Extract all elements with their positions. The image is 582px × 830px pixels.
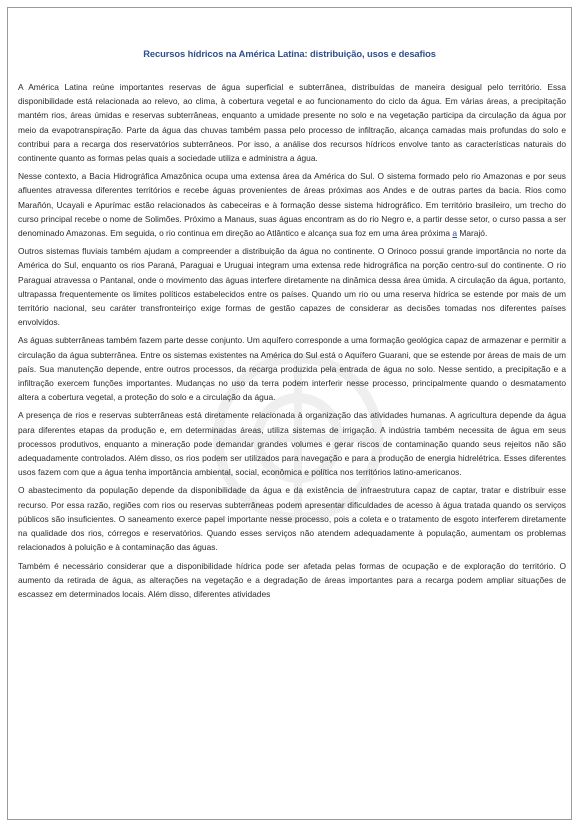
paragraph-amazon-text: Nesse contexto, a Bacia Hidrográfica Amazônica ocupa uma extensa área da América do Sul. O sistema formado pelo rio Amazonas e por seus afluentes atravessa diferentes territórios e recebe águas provenientes de áreas próximas aos Andes e de outras partes da bacia. Rios como Marañón, Ucayali e Apurímac estão relacionados às cabeceiras e à formação desse sistema hidrográfico. Em território brasileiro, um trecho do curso principal recebe o nome de Solimões. Próximo a Manaus, suas águas encontram as do rio Negro e, a partir desse setor, o curso passa a ser denominado Amazonas. Em seguida, o rio continua em direção ao Atlântico e alcança sua foz em uma área próxima <box>18 171 566 239</box>
paragraph-intro: A América Latina reúne importantes reservas de água superficial e subterrânea, distribuídas de maneira desigual pelo território. Essa disponibilidade está relacionada ao relevo, ao clima, à cobertura vegetal e ao funcionamento do ciclo da água. Em várias áreas, a precipitação mantém rios, áreas úmidas e reservas subterrâneas, enquanto a umidade presente no solo e na vegetação participa da circulação da água por meio da evapotranspiração. Parte da água das chuvas também passa pelo processo de infiltração, alcança camadas mais profundas do solo e contribui para a recarga dos reservatórios subterrâneos. Por isso, a análise dos recursos hídricos envolve tanto as características naturais do continente quanto as formas pelas quais a sociedade utiliza e administra a água. <box>18 82 566 164</box>
document-title: Recursos hídricos na América Latina: distribuição, usos e desafios <box>143 48 436 59</box>
paragraph-human-uses: A presença de rios e reservas subterrâneas está diretamente relacionada à organização das atividades humanas. A agricultura depende da água para diferentes etapas da produção e, em determinadas áreas, utiliza sistemas de irrigação. A indústria também necessita de água em seus processos produtivos, enquanto a mineração pode demandar grandes volumes e gerar riscos de contaminação quando seus rejeitos não são adequadamente controlados. Além disso, os rios podem ser utilizados para navegação e para a produção de energia hidrelétrica. Esses diferentes usos fazem com que a água tenha importância ambiental, social, econômica e política nos territórios latino-americanos. <box>18 410 566 478</box>
paragraph-rivers: Outros sistemas fluviais também ajudam a compreender a distribuição da água no continente. O Orinoco possui grande importância no norte da América do Sul, enquanto os rios Paraná, Paraguai e Uruguai integram uma extensa rede hidrográfica na porção centro-sul do continente. O rio Paraguai atravessa o Pantanal, onde o movimento das águas interfere diretamente na dinâmica dessa área úmida. A circulação da água, portanto, ultrapassa frequentemente os limites políticos estabelecidos entre os países. Quando um rio ou uma reserva hídrica se estende por mais de um território nacional, seu caráter transfronteiriço exige formas de gestão capazes de considerar as decisões tomadas nos diferentes países envolvidos. <box>18 246 566 328</box>
document-page <box>7 7 572 820</box>
document-body <box>18 80 566 601</box>
paragraph-amazon-end: Marajó. <box>457 228 488 239</box>
paragraph-amazon <box>18 169 566 240</box>
paragraph-supply: O abastecimento da população depende da disponibilidade da água e da existência de infraestrutura capaz de captar, tratar e distribuir esse recurso. Por essa razão, regiões com rios ou reservas subterrâneas podem apresentar dificuldades de acesso à água tratada quando os serviços públicos são insuficientes. O saneamento exerce papel importante nesse processo, pois a coleta e o tratamento de esgoto interferem diretamente na qualidade dos rios, córregos e reservatórios. Quando esses serviços não atendem adequadamente à população, aumentam os problemas relacionados à poluição e à contaminação das águas. <box>18 485 566 553</box>
paragraph-availability: Também é necessário considerar que a disponibilidade hídrica pode ser afetada pelas formas de ocupação e de exploração do território. O aumento da retirada de água, as alterações na vegetação e a degradação de áreas importantes para a recarga podem ampliar situações de escassez em determinados locais. Além disso, diferentes atividades <box>18 560 566 599</box>
paragraph-aquifer: As águas subterrâneas também fazem parte desse conjunto. Um aquífero corresponde a uma formação geológica capaz de armazenar e permitir a circulação da água subterrânea. Entre os sistemas existentes na América do Sul está o Aquífero Guarani, que se estende por áreas de mais de um país. Sua manutenção depende, entre outros processos, da recarga produzida pela entrada de água no solo. Nesse sentido, a precipitação e a infiltração exercem funções importantes. Mudanças no uso da terra podem interferir nesse processo, principalmente quando o desmatamento altera a cobertura vegetal, a proteção do solo e a circulação da água. <box>18 335 566 403</box>
inline-link[interactable]: a <box>452 228 458 239</box>
